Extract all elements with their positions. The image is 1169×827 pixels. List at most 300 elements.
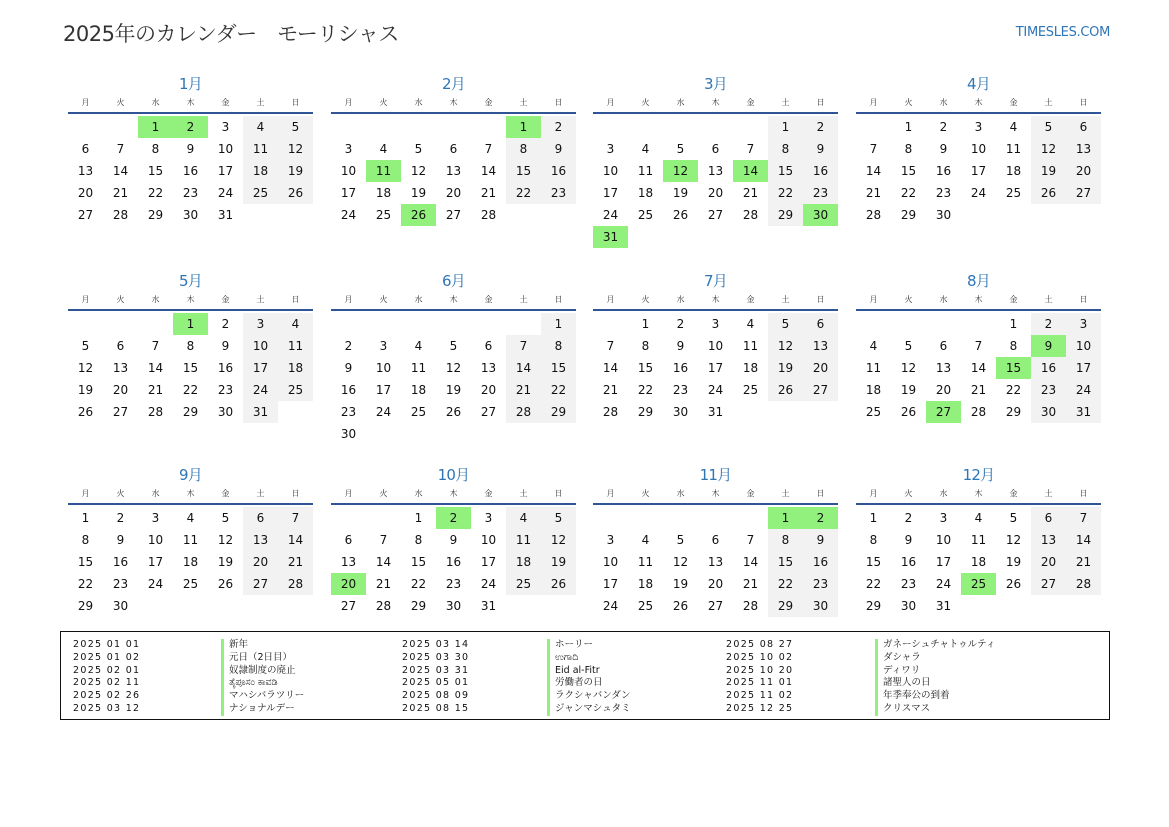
day-cell: 23 xyxy=(445,577,462,591)
holiday-day-cell: 2 xyxy=(173,116,208,138)
day-cell: 28 xyxy=(506,401,541,423)
day-grid xyxy=(68,313,313,423)
day-cell: 15 xyxy=(541,357,576,379)
weekday-label: 火 xyxy=(641,489,650,498)
day-cell: 18 xyxy=(506,551,541,573)
day-cell: 8 xyxy=(81,533,90,547)
holiday-day-cell: 1 xyxy=(506,116,541,138)
weekday-header xyxy=(331,291,576,311)
day-cell: 30 xyxy=(1031,401,1066,423)
day-cell: 22 xyxy=(900,186,917,200)
day-cell: 28 xyxy=(865,208,882,222)
day-cell: 28 xyxy=(112,208,129,222)
day-cell: 2 xyxy=(1031,313,1066,335)
holiday-date: 2025 01 01 xyxy=(73,639,141,650)
day-cell: 26 xyxy=(900,405,917,419)
day-cell: 4 xyxy=(379,142,388,156)
day-cell: 22 xyxy=(182,383,199,397)
weekday-label: 金 xyxy=(484,295,493,304)
day-cell: 11 xyxy=(970,533,987,547)
weekday-header xyxy=(856,485,1101,505)
day-cell: 25 xyxy=(410,405,427,419)
day-cell: 6 xyxy=(81,142,90,156)
weekday-header xyxy=(68,485,313,505)
day-grid xyxy=(856,313,1101,423)
day-cell: 13 xyxy=(340,555,357,569)
day-cell: 5 xyxy=(904,339,913,353)
holiday-day-cell: 1 xyxy=(768,507,803,529)
empty-cell xyxy=(366,313,401,335)
day-cell: 12 xyxy=(445,361,462,375)
day-cell: 23 xyxy=(900,577,917,591)
day-cell: 27 xyxy=(77,208,94,222)
day-cell: 9 xyxy=(676,339,685,353)
day-cell: 19 xyxy=(672,186,689,200)
day-cell: 23 xyxy=(112,577,129,591)
day-cell: 3 xyxy=(606,142,615,156)
day-cell: 21 xyxy=(278,551,313,573)
weekday-label: 金 xyxy=(1009,98,1018,107)
weekday-label: 月 xyxy=(81,295,90,304)
weekday-label: 土 xyxy=(256,489,265,498)
day-cell: 25 xyxy=(278,379,313,401)
day-cell: 16 xyxy=(541,160,576,182)
day-cell: 29 xyxy=(768,595,803,617)
day-cell: 6 xyxy=(116,339,125,353)
month-4 xyxy=(856,74,1101,226)
month-name: 4月 xyxy=(967,75,990,93)
day-cell: 13 xyxy=(243,529,278,551)
day-cell: 26 xyxy=(1031,182,1066,204)
empty-cell xyxy=(663,507,698,529)
day-cell: 5 xyxy=(221,511,230,525)
holiday-name: 労働者の日 xyxy=(547,677,631,690)
holiday-name: ホーリー xyxy=(547,639,631,652)
day-cell: 26 xyxy=(77,405,94,419)
day-cell: 2 xyxy=(221,317,230,331)
empty-cell xyxy=(366,507,401,529)
day-cell: 19 xyxy=(1031,160,1066,182)
day-cell: 23 xyxy=(1031,379,1066,401)
day-cell: 22 xyxy=(1005,383,1022,397)
day-cell: 8 xyxy=(151,142,160,156)
day-cell: 8 xyxy=(641,339,650,353)
month-name: 5月 xyxy=(179,272,202,290)
empty-cell xyxy=(698,116,733,138)
day-cell: 9 xyxy=(186,142,195,156)
day-cell: 28 xyxy=(147,405,164,419)
day-cell: 5 xyxy=(81,339,90,353)
day-cell: 5 xyxy=(541,507,576,529)
day-cell: 13 xyxy=(77,164,94,178)
holiday-day-cell: 11 xyxy=(366,160,401,182)
day-cell: 8 xyxy=(1009,339,1018,353)
day-cell: 28 xyxy=(970,405,987,419)
day-cell: 17 xyxy=(340,186,357,200)
holiday-day-cell: 31 xyxy=(593,226,628,248)
weekday-label: 日 xyxy=(1079,98,1088,107)
day-cell: 25 xyxy=(637,599,654,613)
weekday-label: 木 xyxy=(186,98,195,107)
holiday-name: ತೈಪೂಸಂ ಕಾವಡಿ xyxy=(221,677,304,690)
day-cell: 21 xyxy=(480,186,497,200)
day-cell: 11 xyxy=(865,361,882,375)
day-cell: 17 xyxy=(707,361,724,375)
site-brand-link[interactable]: TIMESLES.COM xyxy=(1015,25,1110,40)
month-name: 11月 xyxy=(699,466,732,484)
weekday-label: 土 xyxy=(781,98,790,107)
day-cell: 13 xyxy=(112,361,129,375)
holiday-date: 2025 12 25 xyxy=(726,702,794,714)
day-cell: 3 xyxy=(711,317,720,331)
holiday-day-cell: 1 xyxy=(138,116,173,138)
day-cell: 7 xyxy=(151,339,160,353)
day-cell: 18 xyxy=(637,186,654,200)
day-cell: 14 xyxy=(742,555,759,569)
day-cell: 18 xyxy=(742,361,759,375)
day-cell: 31 xyxy=(243,401,278,423)
day-cell: 19 xyxy=(768,357,803,379)
day-cell: 20 xyxy=(243,551,278,573)
empty-cell xyxy=(663,116,698,138)
month-11 xyxy=(593,465,838,617)
empty-cell xyxy=(698,507,733,529)
day-cell: 24 xyxy=(935,577,952,591)
day-cell: 11 xyxy=(506,529,541,551)
day-cell: 9 xyxy=(803,138,838,160)
day-cell: 25 xyxy=(637,208,654,222)
day-cell: 16 xyxy=(803,160,838,182)
holiday-name: 奴隷制度の廃止 xyxy=(221,665,304,678)
day-cell: 18 xyxy=(182,555,199,569)
day-cell: 9 xyxy=(116,533,125,547)
day-cell: 12 xyxy=(217,533,234,547)
day-cell: 7 xyxy=(974,339,983,353)
day-cell: 19 xyxy=(217,555,234,569)
month-name: 1月 xyxy=(179,75,202,93)
weekday-label: 水 xyxy=(414,98,423,107)
day-cell: 16 xyxy=(1031,357,1066,379)
holiday-date: 2025 08 15 xyxy=(402,702,470,714)
day-cell: 1 xyxy=(81,511,90,525)
holiday-date: 2025 02 01 xyxy=(73,664,141,676)
day-cell: 9 xyxy=(803,529,838,551)
day-cell: 7 xyxy=(746,142,755,156)
day-cell: 26 xyxy=(445,405,462,419)
day-cell: 8 xyxy=(869,533,878,547)
weekday-label: 月 xyxy=(606,295,615,304)
weekday-label: 木 xyxy=(711,98,720,107)
day-cell: 7 xyxy=(506,335,541,357)
day-cell: 17 xyxy=(147,555,164,569)
month-3 xyxy=(593,74,838,248)
day-cell: 19 xyxy=(900,383,917,397)
day-cell: 10 xyxy=(340,164,357,178)
holiday-day-cell: 2 xyxy=(803,507,838,529)
day-cell: 30 xyxy=(900,599,917,613)
holiday-day-cell: 1 xyxy=(173,313,208,335)
weekday-label: 日 xyxy=(554,489,563,498)
holiday-day-cell: 25 xyxy=(961,573,996,595)
day-cell: 25 xyxy=(182,577,199,591)
day-cell: 11 xyxy=(742,339,759,353)
day-cell: 29 xyxy=(182,405,199,419)
weekday-header xyxy=(593,94,838,114)
empty-cell xyxy=(138,313,173,335)
weekday-label: 水 xyxy=(939,489,948,498)
empty-cell xyxy=(926,313,961,335)
holiday-name: 年季奉公の到着 xyxy=(875,690,995,703)
day-cell: 29 xyxy=(900,208,917,222)
day-cell: 8 xyxy=(904,142,913,156)
day-cell: 16 xyxy=(900,555,917,569)
day-cell: 28 xyxy=(742,599,759,613)
weekday-label: 月 xyxy=(869,489,878,498)
day-cell: 23 xyxy=(672,383,689,397)
day-cell: 14 xyxy=(278,529,313,551)
day-cell: 28 xyxy=(278,573,313,595)
day-cell: 13 xyxy=(480,361,497,375)
day-cell: 24 xyxy=(970,186,987,200)
day-cell: 16 xyxy=(935,164,952,178)
weekday-label: 金 xyxy=(221,98,230,107)
weekday-label: 金 xyxy=(1009,295,1018,304)
holiday-name: ナショナルデー xyxy=(221,703,304,716)
day-cell: 4 xyxy=(186,511,195,525)
weekday-label: 月 xyxy=(344,98,353,107)
day-cell: 21 xyxy=(506,379,541,401)
day-cell: 12 xyxy=(900,361,917,375)
weekday-label: 土 xyxy=(519,489,528,498)
day-cell: 31 xyxy=(480,599,497,613)
weekday-label: 水 xyxy=(151,489,160,498)
holiday-name-column xyxy=(221,639,304,716)
weekday-label: 日 xyxy=(291,489,300,498)
day-cell: 29 xyxy=(541,401,576,423)
day-cell: 10 xyxy=(243,335,278,357)
empty-cell xyxy=(331,507,366,529)
month-name: 9月 xyxy=(179,466,202,484)
day-cell: 29 xyxy=(147,208,164,222)
day-cell: 29 xyxy=(77,599,94,613)
day-cell: 2 xyxy=(344,339,353,353)
day-cell: 11 xyxy=(1005,142,1022,156)
day-cell: 14 xyxy=(970,361,987,375)
day-cell: 5 xyxy=(676,533,685,547)
day-cell: 19 xyxy=(672,577,689,591)
day-cell: 22 xyxy=(77,577,94,591)
empty-cell xyxy=(593,116,628,138)
day-cell: 27 xyxy=(243,573,278,595)
day-cell: 17 xyxy=(602,186,619,200)
day-cell: 14 xyxy=(375,555,392,569)
day-cell: 15 xyxy=(147,164,164,178)
day-cell: 21 xyxy=(112,186,129,200)
weekday-label: 水 xyxy=(414,295,423,304)
weekday-label: 火 xyxy=(379,489,388,498)
empty-cell xyxy=(401,116,436,138)
empty-cell xyxy=(471,116,506,138)
month-name: 6月 xyxy=(442,272,465,290)
weekday-label: 木 xyxy=(974,489,983,498)
day-cell: 16 xyxy=(803,551,838,573)
day-cell: 27 xyxy=(480,405,497,419)
day-cell: 2 xyxy=(541,116,576,138)
day-cell: 1 xyxy=(1009,317,1018,331)
weekday-label: 月 xyxy=(606,98,615,107)
weekday-label: 土 xyxy=(256,295,265,304)
day-cell: 27 xyxy=(707,208,724,222)
holiday-name: 新年 xyxy=(221,639,304,652)
day-cell: 29 xyxy=(865,599,882,613)
holiday-name: マハシバラツリー xyxy=(221,690,304,703)
holiday-day-cell: 14 xyxy=(733,160,768,182)
month-9 xyxy=(68,465,313,617)
day-cell: 18 xyxy=(410,383,427,397)
day-cell: 6 xyxy=(803,313,838,335)
day-cell: 29 xyxy=(1005,405,1022,419)
day-cell: 26 xyxy=(541,573,576,595)
day-cell: 28 xyxy=(602,405,619,419)
holiday-date: 2025 11 01 xyxy=(726,677,794,689)
day-cell: 27 xyxy=(445,208,462,222)
day-cell: 25 xyxy=(506,573,541,595)
weekday-label: 土 xyxy=(781,489,790,498)
empty-cell xyxy=(593,507,628,529)
day-cell: 2 xyxy=(939,120,948,134)
day-cell: 31 xyxy=(1066,401,1101,423)
day-cell: 6 xyxy=(484,339,493,353)
day-cell: 24 xyxy=(1066,379,1101,401)
day-cell: 2 xyxy=(904,511,913,525)
day-cell: 3 xyxy=(484,511,493,525)
day-cell: 13 xyxy=(1066,138,1101,160)
day-cell: 24 xyxy=(375,405,392,419)
weekday-label: 月 xyxy=(606,489,615,498)
holiday-name: 元日（2日目） xyxy=(221,652,304,665)
weekday-label: 日 xyxy=(816,98,825,107)
day-cell: 17 xyxy=(243,357,278,379)
day-cell: 22 xyxy=(865,577,882,591)
day-cell: 1 xyxy=(541,313,576,335)
day-cell: 16 xyxy=(217,361,234,375)
weekday-label: 月 xyxy=(869,295,878,304)
day-cell: 29 xyxy=(637,405,654,419)
day-cell: 29 xyxy=(768,204,803,226)
month-name: 2月 xyxy=(442,75,465,93)
holiday-name-column xyxy=(875,639,995,716)
month-5 xyxy=(68,271,313,423)
day-cell: 30 xyxy=(182,208,199,222)
day-cell: 10 xyxy=(375,361,392,375)
weekday-label: 金 xyxy=(746,295,755,304)
day-cell: 5 xyxy=(278,116,313,138)
day-cell: 21 xyxy=(147,383,164,397)
weekday-label: 水 xyxy=(414,489,423,498)
holiday-day-cell: 9 xyxy=(1031,335,1066,357)
weekday-label: 月 xyxy=(344,295,353,304)
day-cell: 30 xyxy=(672,405,689,419)
day-cell: 12 xyxy=(541,529,576,551)
day-cell: 26 xyxy=(278,182,313,204)
day-cell: 13 xyxy=(1031,529,1066,551)
day-cell: 1 xyxy=(414,511,423,525)
day-cell: 8 xyxy=(186,339,195,353)
empty-cell xyxy=(68,313,103,335)
day-grid xyxy=(593,116,838,248)
holiday-day-cell: 2 xyxy=(436,507,471,529)
day-cell: 16 xyxy=(445,555,462,569)
weekday-header xyxy=(856,291,1101,311)
day-cell: 30 xyxy=(935,208,952,222)
day-cell: 22 xyxy=(506,182,541,204)
weekday-label: 月 xyxy=(81,489,90,498)
day-cell: 19 xyxy=(410,186,427,200)
empty-cell xyxy=(103,313,138,335)
day-cell: 13 xyxy=(707,555,724,569)
weekday-label: 木 xyxy=(974,295,983,304)
weekday-label: 火 xyxy=(379,98,388,107)
day-cell: 30 xyxy=(112,599,129,613)
day-cell: 15 xyxy=(506,160,541,182)
month-12 xyxy=(856,465,1101,617)
day-cell: 7 xyxy=(746,533,755,547)
empty-cell xyxy=(593,313,628,335)
day-cell: 23 xyxy=(541,182,576,204)
day-grid xyxy=(856,116,1101,226)
day-cell: 9 xyxy=(904,533,913,547)
weekday-label: 火 xyxy=(116,489,125,498)
weekday-label: 火 xyxy=(641,98,650,107)
weekday-label: 月 xyxy=(869,98,878,107)
weekday-label: 月 xyxy=(81,98,90,107)
holiday-date: 2025 08 09 xyxy=(402,690,470,702)
weekday-label: 水 xyxy=(939,295,948,304)
day-cell: 12 xyxy=(77,361,94,375)
day-cell: 8 xyxy=(768,529,803,551)
empty-cell xyxy=(628,116,663,138)
day-cell: 12 xyxy=(672,555,689,569)
day-cell: 7 xyxy=(606,339,615,353)
day-cell: 4 xyxy=(869,339,878,353)
weekday-label: 木 xyxy=(711,295,720,304)
weekday-label: 日 xyxy=(291,295,300,304)
holiday-name: ディワリ xyxy=(875,665,995,678)
day-cell: 22 xyxy=(410,577,427,591)
day-cell: 15 xyxy=(768,160,803,182)
weekday-label: 火 xyxy=(116,98,125,107)
weekday-label: 月 xyxy=(344,489,353,498)
weekday-label: 木 xyxy=(449,98,458,107)
day-cell: 27 xyxy=(803,379,838,401)
day-cell: 10 xyxy=(970,142,987,156)
day-cell: 23 xyxy=(340,405,357,419)
holiday-name: ジャンマシュタミ xyxy=(547,703,631,716)
day-cell: 17 xyxy=(935,555,952,569)
day-cell: 13 xyxy=(935,361,952,375)
day-cell: 21 xyxy=(742,186,759,200)
day-cell: 12 xyxy=(768,335,803,357)
day-cell: 18 xyxy=(278,357,313,379)
day-cell: 21 xyxy=(375,577,392,591)
day-cell: 8 xyxy=(768,138,803,160)
weekday-label: 土 xyxy=(781,295,790,304)
day-cell: 14 xyxy=(602,361,619,375)
day-cell: 20 xyxy=(707,186,724,200)
day-cell: 5 xyxy=(676,142,685,156)
weekday-label: 木 xyxy=(711,489,720,498)
weekday-label: 水 xyxy=(151,295,160,304)
